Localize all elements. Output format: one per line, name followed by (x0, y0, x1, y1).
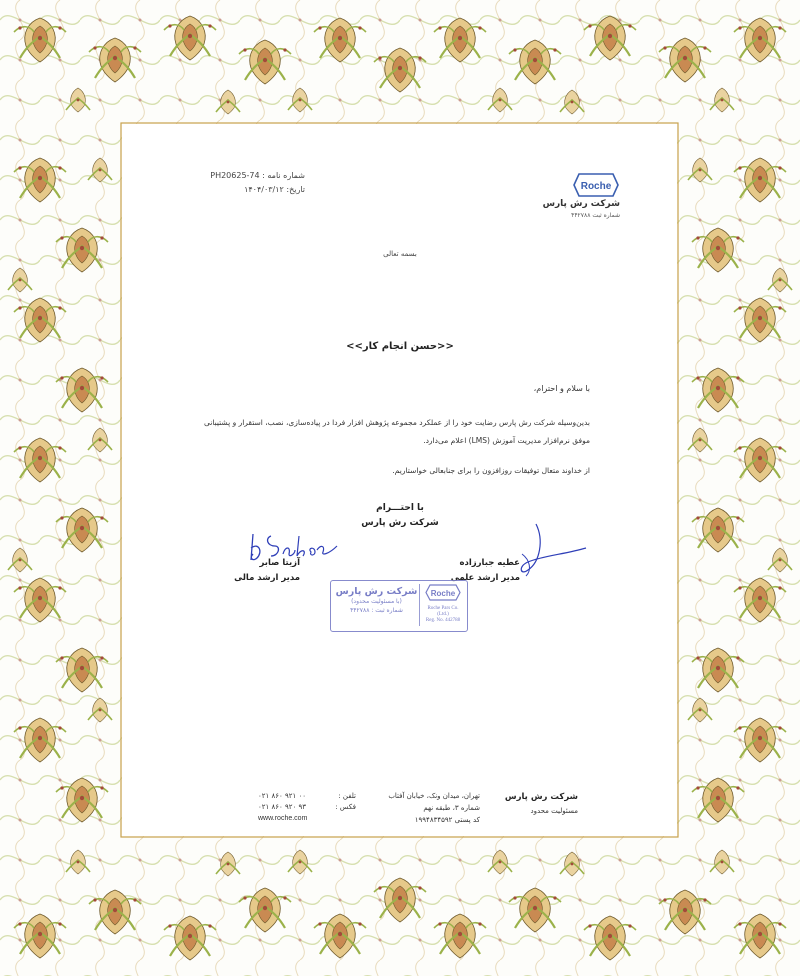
signature-atieh-jabbarzadeh (470, 520, 590, 580)
stamp-english-name: Roche Pars Co. (427, 606, 459, 611)
footer-ltd: مسئولیت محدود (530, 807, 578, 815)
stamp-english-reg: Reg. No. 442788 (425, 618, 461, 623)
letter-body-area (122, 124, 677, 836)
footer-phone-number: ۰۲۱ ۸۶۰ ۹۲۱ ۰۰ (258, 792, 307, 800)
footer-company-name: شرکت رش پارس (504, 792, 578, 802)
roche-logo-text: Roche (580, 181, 612, 192)
company-stamp (330, 580, 468, 632)
bismillah-heading: بسمه تعالی (383, 250, 417, 258)
footer-website: www.roche.com (258, 815, 308, 822)
letter-date: تاریخ: ۱۴۰۴/۰۳/۱۲ (244, 185, 305, 194)
stamp-registration: شماره ثبت : ۴۴۲۷۸۸ (350, 607, 403, 614)
stamp-english-block (421, 583, 465, 627)
stamp-company-name: شرکت رش پارس (335, 586, 418, 597)
letter-body (204, 414, 590, 450)
stamp-roche-logo (425, 584, 461, 601)
registration-number-header: شماره ثبت ۴۴۲۷۸۸ (571, 212, 620, 219)
signing-company: شرکت رش پارس (361, 518, 439, 528)
greeting-line: با سلام و احترام، (533, 384, 590, 393)
footer-address-line-1: تهران، میدان ونک، خیابان آفتاب (388, 792, 480, 800)
stamp-persian-block (334, 584, 420, 626)
footer-postal-code: کد پستی ۱۹۹۴۸۳۴۵۹۲ (414, 816, 480, 824)
stamp-english-ltd: (Ltd.) (437, 612, 449, 617)
roche-logo (573, 173, 619, 197)
closing-line: از خداوند متعال توفیقات روزافزون را برای جنابعالی خواستاریم. (392, 466, 590, 475)
signer-2-name: آزیتا صابر (259, 558, 300, 568)
letter-title: <<حسن انجام کار>> (346, 341, 454, 352)
footer-address-line-2: شماره ۳، طبقه نهم (423, 804, 480, 812)
footer-fax-label: فکس : (335, 803, 356, 811)
stamp-ltd: (با مسئولیت محدود) (351, 598, 402, 605)
footer-fax-number: ۰۲۱ ۸۶۰ ۹۲۰ ۹۳ (258, 803, 307, 811)
svg-text:Roche: Roche (430, 589, 456, 598)
body-line-1: بدین‌وسیله شرکت رش پارس رضایت خود را از عملکرد مجموعه پژوهش افزار فردا در پیاده‌سازی، نصب، استقرار و پشتیبانی (204, 418, 590, 427)
body-line-2: موفق نرم‌افزار مدیریت آموزش (LMS) اعلام می‌دارد. (423, 436, 590, 445)
footer-phone-label: تلفن : (338, 792, 356, 800)
company-name-header: شرکت رش پارس (542, 199, 620, 209)
signer-1-title: مدیر ارشد علمی (450, 573, 520, 583)
letter-number: شماره نامه : PH20625-74 (210, 171, 305, 180)
signer-2-title: مدیر ارشد مالی (234, 573, 300, 583)
signer-1-name: عطیه جبارزاده (459, 558, 520, 568)
regards-line: با احتـــرام (376, 503, 424, 513)
